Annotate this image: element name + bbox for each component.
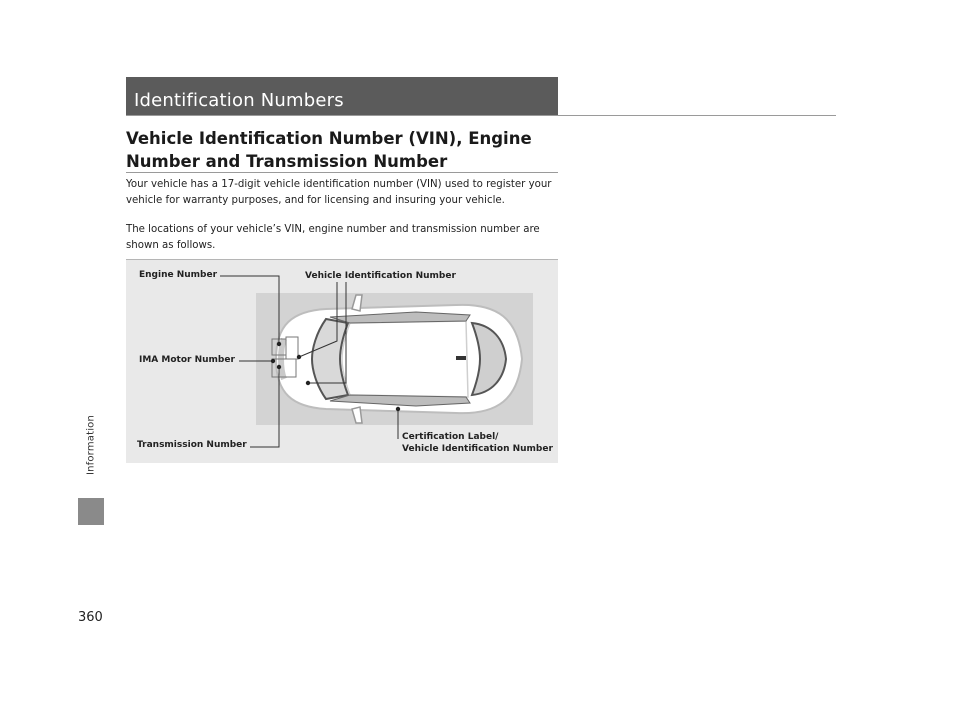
transmission-number-label: Transmission Number (137, 440, 247, 450)
ima-motor-point (271, 359, 275, 363)
antenna (456, 356, 466, 360)
vehicle-diagram (126, 259, 558, 463)
vin-point-bottom (306, 381, 310, 385)
figure-top-rule (126, 259, 558, 260)
engine-number-label: Engine Number (139, 270, 218, 280)
heading-divider (126, 172, 558, 173)
engine-number-point (277, 342, 281, 346)
section-heading: Vehicle Identification Number (VIN), Engine Number and Transmission Number (126, 129, 532, 171)
certification-label-line1: Certification Label/ (402, 432, 499, 442)
ima-motor-number-label: IMA Motor Number (139, 355, 235, 365)
page-number: 360 (78, 610, 103, 625)
roof (342, 321, 468, 397)
side-tab-label: Information (85, 414, 97, 476)
title-divider (126, 115, 836, 116)
certification-label-line2: Vehicle Identification Number (402, 444, 553, 454)
vin-label: Vehicle Identification Number (305, 271, 456, 281)
paragraph-locations: The locations of your vehicle’s VIN, engine number and transmission number are shown as follows. (126, 224, 540, 251)
vin-point-top (297, 355, 301, 359)
side-tab-marker (78, 498, 104, 525)
transmission-number-point (277, 365, 281, 369)
certification-label-point (396, 407, 400, 411)
paragraph-vin-purpose: Your vehicle has a 17-digit vehicle identification number (VIN) used to register your vehicle for warranty purposes, and for licensing and insuring your vehicle. (126, 179, 552, 206)
page-title: Identification Numbers (126, 77, 558, 115)
